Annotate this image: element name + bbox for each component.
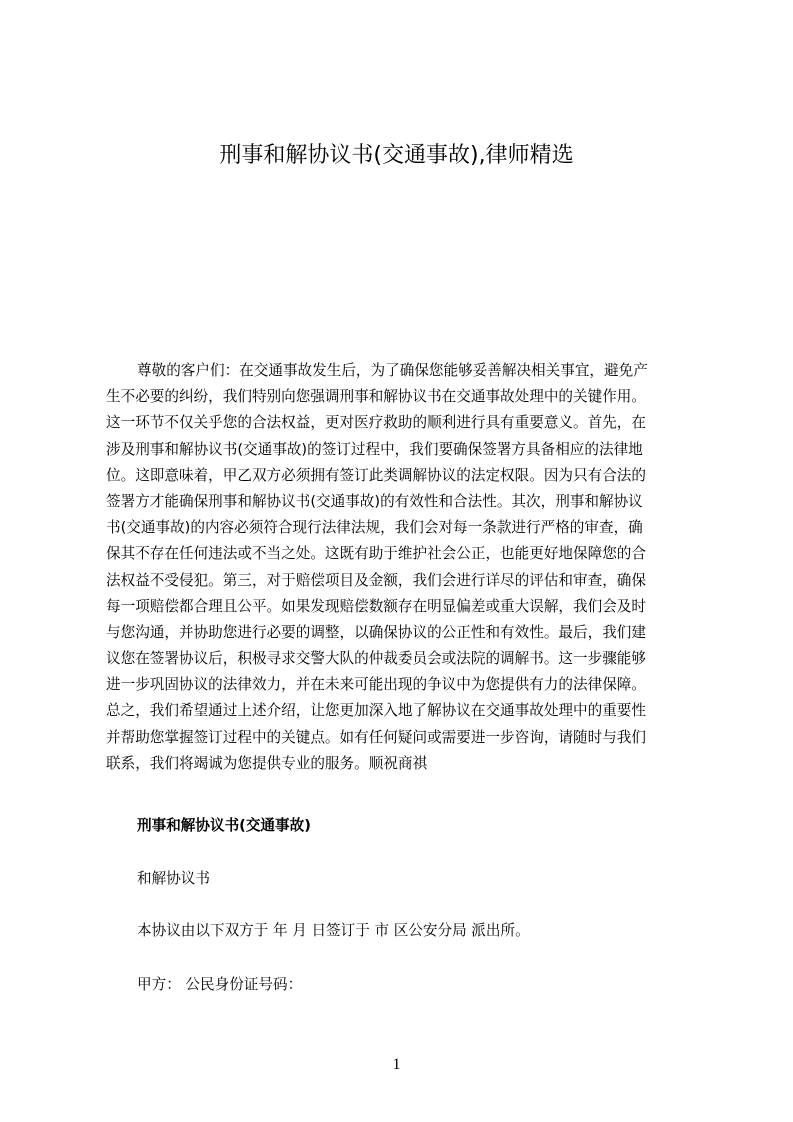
intro-line: 位。这即意味着，甲乙双方必须拥有签订此类调解协议的法定权限。因为只有合法的: [106, 466, 646, 484]
intro-line: 涉及刑事和解协议书(交通事故)的签订过程中，我们要确保签署方具备相应的法律地: [106, 440, 643, 458]
party-a-paragraph: 甲方： 公民身份证号码：: [137, 976, 303, 993]
intro-line: 法权益不受侵犯。第三，对于赔偿项目及金额，我们会进行详尽的评估和审查，确保: [106, 571, 646, 589]
intro-line: 与您沟通，并协助您进行必要的调整，以确保协议的公正性和有效性。最后，我们建: [106, 623, 646, 641]
agreement-title-paragraph: 和解协议书: [137, 870, 210, 887]
intro-line: 议您在签署协议后，积极寻求交警大队的仲裁委员会或法院的调解书。这一步骤能够: [106, 650, 646, 668]
intro-line: 书(交通事故)的内容必须符合现行法律法规，我们会对每一条款进行严格的审查，确: [106, 519, 643, 537]
section-heading: 刑事和解协议书(交通事故): [137, 817, 311, 834]
agreement-date-paragraph: 本协议由以下双方于 年 月 日签订于 市 区公安分局 派出所。: [137, 922, 530, 939]
document-title: 刑事和解协议书(交通事故),律师精选: [219, 143, 574, 168]
intro-line: 总之，我们希望通过上述介绍，让您更加深入地了解协议在交通事故处理中的重要性: [106, 702, 646, 720]
intro-line: 签署方才能确保刑事和解协议书(交通事故)的有效性和合法性。其次，刑事和解协议: [106, 492, 643, 510]
intro-line: 联系，我们将竭诚为您提供专业的服务。顺祝商祺: [106, 754, 428, 772]
intro-line: 保其不存在任何违法或不当之处。这既有助于维护社会公正，也能更好地保障您的合: [106, 545, 646, 563]
intro-paragraph: [106, 358, 698, 777]
intro-line: 进一步巩固协议的法律效力，并在未来可能出现的争议中为您提供有力的法律保障。: [106, 676, 646, 694]
intro-line: 这一环节不仅关乎您的合法权益，更对医疗救助的顺利进行具有重要意义。首先，在: [106, 414, 646, 432]
intro-line: 并帮助您掌握签订过程中的关键点。如有任何疑问或需要进一步咨询，请随时与我们: [106, 728, 646, 746]
intro-line: 生不必要的纠纷，我们特别向您强调刑事和解协议书在交通事故处理中的关键作用。: [106, 388, 646, 406]
page-number: 1: [392, 1056, 401, 1073]
intro-line: 每一项赔偿都合理且公平。如果发现赔偿数额存在明显偏差或重大误解，我们会及时: [106, 597, 646, 615]
intro-line: 尊敬的客户们：在交通事故发生后，为了确保您能够妥善解决相关事宜，避免产: [137, 362, 648, 379]
